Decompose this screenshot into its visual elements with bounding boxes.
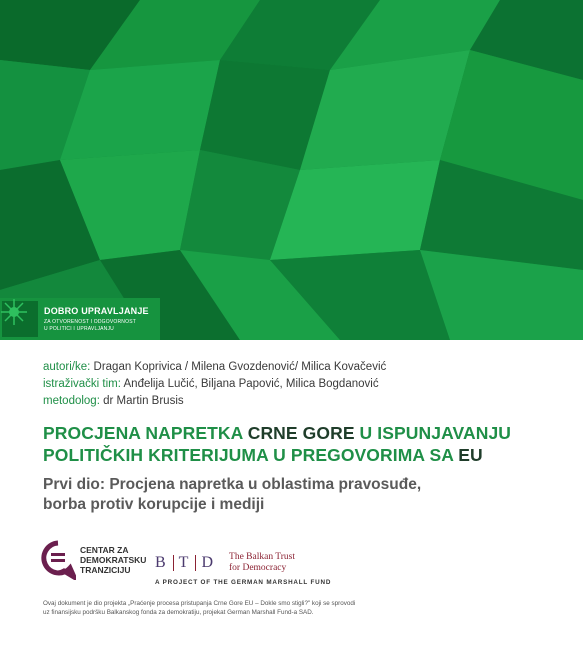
title-part-4: EU — [458, 445, 483, 465]
badge-title: DOBRO UPRAVLJANJE — [44, 305, 149, 316]
subtitle-line-1: Prvi dio: Procjena napretka u oblastima pravosuđe, — [43, 476, 422, 493]
btd-name-line-1: The Balkan Trust — [229, 552, 295, 562]
team-label: istraživački tim: — [43, 378, 121, 390]
document-title — [43, 422, 573, 466]
footnote-line-1: Ovaj dokument je dio projekta „Praćenje procesa pristupanja Crne Gore EU – Dokle smo stigli?" koji se sprovodi — [43, 600, 356, 607]
badge-subtitle-line1: ZA OTVORENOST I ODGOVORNOST — [44, 318, 136, 325]
btd-letter-d: D — [201, 554, 216, 571]
title-part-1: PROCJENA NAPRETKA — [43, 423, 248, 443]
credits — [43, 359, 386, 410]
methodologist-value: dr Martin Brusis — [103, 395, 184, 407]
cdt-logo — [40, 540, 146, 580]
document-subtitle — [43, 475, 563, 515]
methodologist-label: metodolog: — [43, 395, 100, 407]
btd-letter-b: B — [155, 554, 168, 571]
title-part-3: U ISPUNJAVANJU POLITIČKIH KRITERIJUMA U PREGOVORIMA SA — [43, 423, 512, 465]
cdt-line-1: CENTAR ZA — [80, 545, 129, 555]
cdt-line-3: TRANZICIJU — [80, 565, 131, 575]
cdt-speech-bubble-icon — [40, 540, 76, 580]
title-part-2: CRNE GORE — [247, 423, 355, 443]
btd-project-tagline: A PROJECT OF THE GERMAN MARSHALL FUND — [155, 579, 332, 586]
star-burst-icon — [2, 301, 38, 337]
btd-name-line-2: for Democracy — [229, 563, 287, 573]
footnote — [43, 600, 563, 617]
btd-letter-t: T — [178, 554, 191, 571]
authors-label: autori/ke: — [43, 361, 91, 373]
btd-separator — [173, 555, 174, 571]
badge-subtitle-line2: U POLITICI I UPRAVLJANJU — [44, 325, 114, 332]
authors-value: Dragan Koprivica / Milena Gvozdenović/ Milica Kovačević — [93, 361, 387, 373]
btd-logo — [155, 552, 331, 586]
good-governance-badge — [0, 298, 160, 340]
team-value: Anđelija Lučić, Biljana Papović, Milica Bogdanović — [123, 378, 379, 390]
authors-line — [43, 359, 386, 376]
team-line — [43, 376, 386, 393]
cdt-line-2: DEMOKRATSKU — [80, 555, 147, 565]
btd-separator — [195, 555, 196, 571]
subtitle-line-2: borba protiv korupcije i mediji — [43, 496, 265, 513]
methodologist-line — [43, 393, 386, 410]
footnote-line-2: uz finansijsku podršku Balkanskog fonda za demokratiju, projekat German Marshall Fund-a SAD. — [43, 608, 314, 616]
